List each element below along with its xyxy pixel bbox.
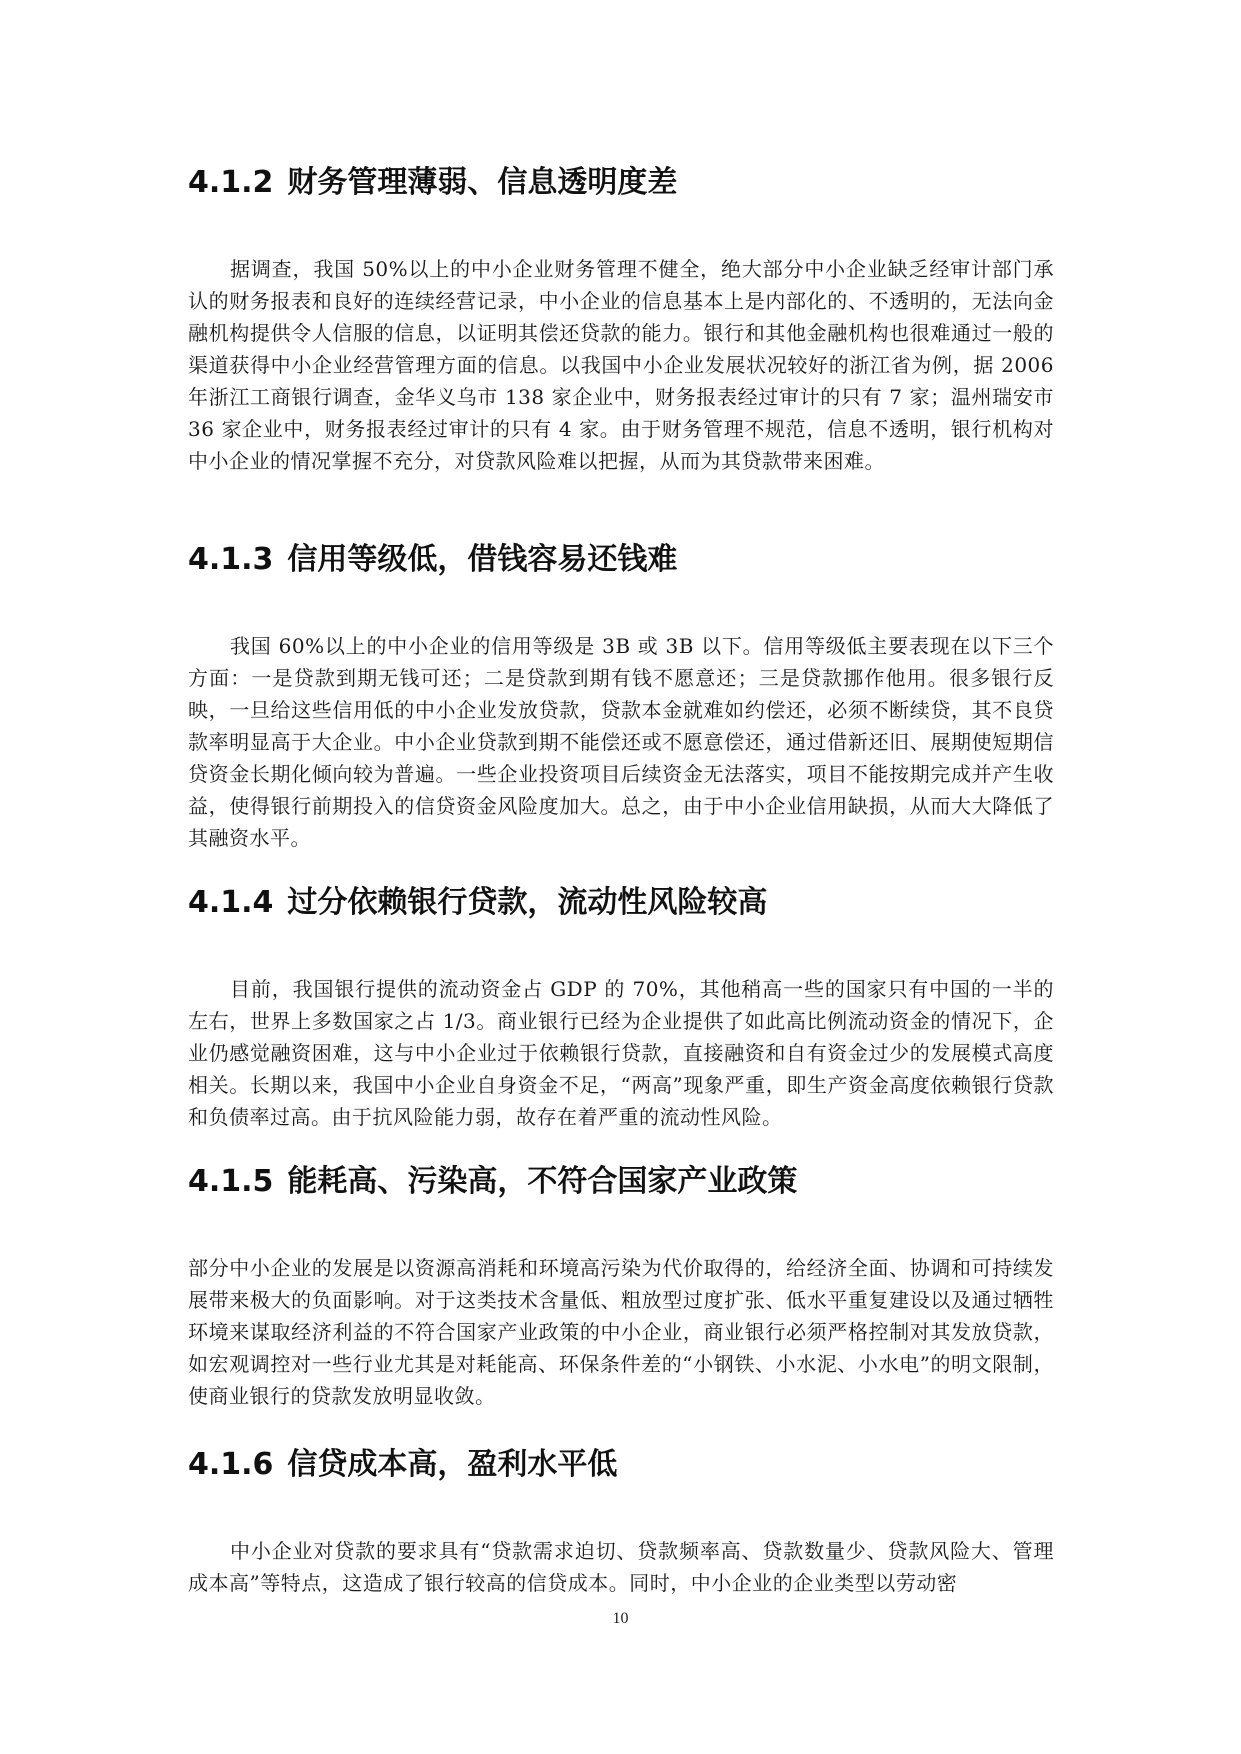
section-4-1-3	[188, 540, 1054, 854]
section-title: 能耗高、污染高，不符合国家产业政策	[287, 1164, 798, 1199]
section-4-1-6	[188, 1445, 1054, 1599]
section-paragraph: 据调查，我国 50%以上的中小企业财务管理不健全，绝大部分中小企业缺乏经审计部门承认的财务报表和良好的连续经营记录，中小企业的信息基本上是内部化的、不透明的，无法向金融机构提供令人信服的信息，以证明其偿还贷款的能力。银行和其他金融机构也很难通过一般的渠道获得中小企业经营管理方面的信息。以我国中小企业发展状况较好的浙江省为例，据 2006 年浙江工商银行调查，金华义乌市 138 家企业中，财务报表经过审计的只有 7 家；温州瑞安市 36 家企业中，财务报表经过审计的只有 4 家。由于财务管理不规范，信息不透明，银行机构对中小企业的情况掌握不充分，对贷款风险难以把握，从而为其贷款带来困难。	[188, 257, 1054, 473]
section-number: 4.1.3	[188, 542, 274, 577]
section-number: 4.1.4	[188, 885, 274, 920]
section-title: 财务管理薄弱、信息透明度差	[287, 165, 678, 200]
section-4-1-4	[188, 883, 1054, 1133]
section-paragraph: 部分中小企业的发展是以资源高消耗和环境高污染为代价取得的，给经济全面、协调和可持续发展带来极大的负面影响。对于这类技术含量低、粗放型过度扩张、低水平重复建设以及通过牺牲环境来谋取经济利益的不符合国家产业政策的中小企业，商业银行必须严格控制对其发放贷款，如宏观调控对一些行业尤其是对耗能高、环保条件差的“小钢铁、小水泥、小水电”的明文限制，使商业银行的贷款发放明显收敛。	[188, 1256, 1054, 1408]
page-number: 10	[612, 1610, 629, 1627]
section-paragraph: 我国 60%以上的中小企业的信用等级是 3B 或 3B 以下。信用等级低主要表现在以下三个方面：一是贷款到期无钱可还；二是贷款到期有钱不愿意还；三是贷款挪作他用。很多银行反映，一旦给这些信用低的中小企业发放贷款，贷款本金就难如约偿还，必须不断续贷，其不良贷款率明显高于大企业。中小企业贷款到期不能偿还或不愿意偿还，通过借新还旧、展期使短期信贷资金长期化倾向较为普遍。一些企业投资项目后续资金无法落实，项目不能按期完成并产生收益，使得银行前期投入的信贷资金风险度加大。总之，由于中小企业信用缺损，从而大大降低了其融资水平。	[188, 634, 1054, 850]
section-title: 信贷成本高，盈利水平低	[287, 1447, 618, 1482]
document-page	[188, 0, 1054, 1754]
section-heading	[188, 163, 1054, 203]
section-heading	[188, 1162, 1054, 1202]
section-heading	[188, 540, 1054, 580]
section-4-1-5	[188, 1162, 1054, 1412]
section-title: 信用等级低，借钱容易还钱难	[287, 542, 678, 577]
section-4-1-2	[188, 163, 1054, 477]
section-title: 过分依赖银行贷款，流动性风险较高	[287, 885, 768, 920]
section-number: 4.1.6	[188, 1447, 274, 1482]
section-heading	[188, 883, 1054, 923]
section-number: 4.1.2	[188, 165, 274, 200]
section-number: 4.1.5	[188, 1164, 274, 1199]
section-paragraph: 中小企业对贷款的要求具有“贷款需求迫切、贷款频率高、贷款数量少、贷款风险大、管理成本高”等特点，这造成了银行较高的信贷成本。同时，中小企业的企业类型以劳动密	[188, 1539, 1054, 1595]
section-paragraph: 目前，我国银行提供的流动资金占 GDP 的 70%，其他稍高一些的国家只有中国的一半的左右，世界上多数国家之占 1/3。商业银行已经为企业提供了如此高比例流动资金的情况下，企业仍感觉融资困难，这与中小企业过于依赖银行贷款，直接融资和自有资金过少的发展模式高度相关。长期以来，我国中小企业自身资金不足，“两高”现象严重，即生产资金高度依赖银行贷款和负债率过高。由于抗风险能力弱，故存在着严重的流动性风险。	[188, 977, 1054, 1129]
section-heading	[188, 1445, 1054, 1485]
